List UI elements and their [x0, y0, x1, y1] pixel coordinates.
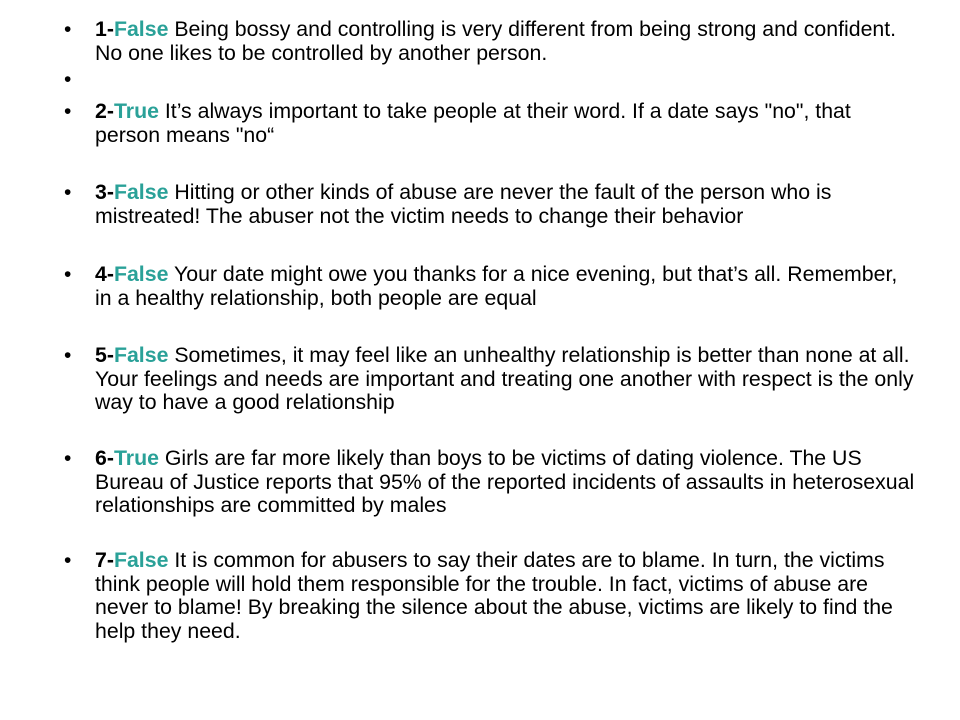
item-body: Sometimes, it may feel like an unhealthy relationship is better than none at all. Your feelings and needs are important and treating one another with respect is the only way to have a good relationship: [95, 343, 914, 414]
item-text: [95, 18, 915, 65]
item-text: [95, 344, 915, 415]
item-number: 2: [95, 99, 107, 123]
item-body: Girls are far more likely than boys to be victims of dating violence. The US Bureau of Justice reports that 95% of the reported incidents of assaults in heterosexual relationships are committed by males: [95, 446, 915, 517]
item-number: 4: [95, 262, 107, 286]
item-dash: -: [106, 446, 114, 470]
item-text: [95, 447, 915, 518]
bullet-icon: •: [64, 549, 72, 572]
item-text: [95, 263, 915, 310]
item-body: It is common for abusers to say their dates are to blame. In turn, the victims think people will hold them responsible for the trouble. In fact, victims of abuse are never to blame! By breaking the silence about the abuse, victims are likely to find the help they need.: [95, 548, 893, 643]
item-dash: -: [106, 343, 114, 367]
item-verdict: True: [113, 99, 159, 123]
item-verdict: False: [113, 343, 169, 367]
item-number: 1: [95, 17, 107, 41]
item-text: [95, 100, 915, 147]
item-number: 7: [95, 548, 107, 572]
item-text: [95, 181, 915, 228]
item-verdict: False: [113, 17, 169, 41]
bullet-icon: •: [64, 263, 72, 286]
item-body: Being bossy and controlling is very different from being strong and confident. No one likes to be controlled by another person.: [95, 17, 897, 65]
bullet-icon: •: [64, 447, 72, 470]
item-number: 5: [95, 343, 107, 367]
bullet-icon: •: [64, 68, 72, 91]
item-verdict: False: [113, 548, 169, 572]
item-dash: -: [106, 180, 114, 204]
item-verdict: False: [113, 180, 169, 204]
bullet-icon: •: [64, 18, 72, 41]
item-dash: -: [106, 548, 114, 572]
bullet-icon: •: [64, 344, 72, 367]
item-body: Your date might owe you thanks for a nice evening, but that’s all. Remember, in a healthy relationship, both people are equal: [95, 262, 898, 310]
item-body: Hitting or other kinds of abuse are never the fault of the person who is mistreated! The abuser not the victim needs to change their behavior: [95, 180, 832, 228]
item-verdict: False: [113, 262, 169, 286]
item-text: [95, 549, 915, 643]
item-dash: -: [106, 99, 114, 123]
item-verdict: True: [113, 446, 159, 470]
item-dash: -: [106, 17, 114, 41]
item-number: 6: [95, 446, 107, 470]
bullet-icon: •: [64, 100, 72, 123]
item-dash: -: [106, 262, 114, 286]
bullet-icon: •: [64, 181, 72, 204]
item-number: 3: [95, 180, 107, 204]
item-body: It’s always important to take people at their word. If a date says "no", that person means "no“: [95, 99, 851, 147]
